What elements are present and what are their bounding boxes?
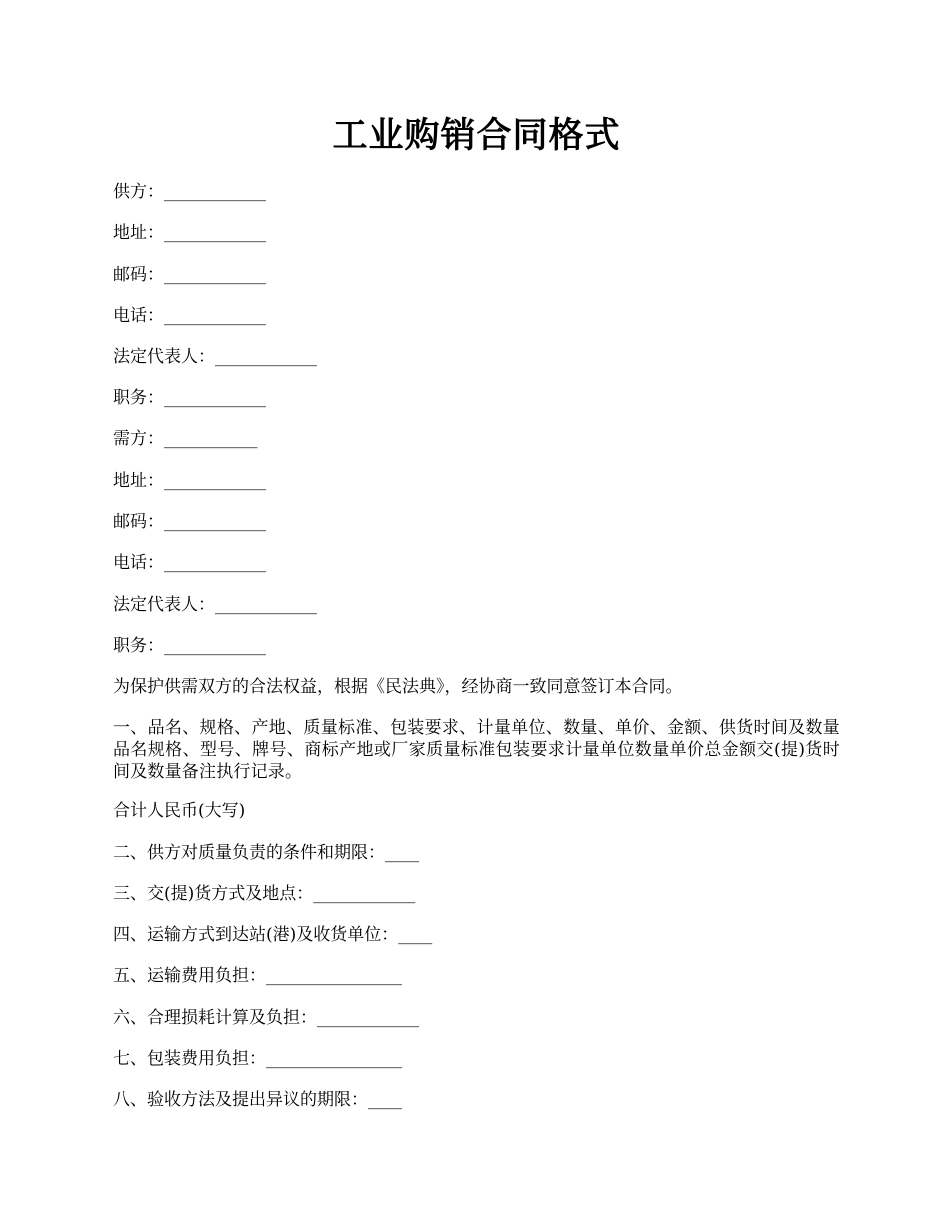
clause-2-line: 二、供方对质量负责的条件和期限：____ [113, 843, 419, 863]
buyer-name-field: 需方：___________ [113, 429, 258, 449]
preamble-paragraph: 为保护供需双方的合法权益，根据《民法典》，经协商一致同意签订本合同。 [113, 677, 683, 697]
buyer-postcode-field: 邮码：____________ [113, 512, 266, 532]
buyer-legal-rep-field: 法定代表人：____________ [113, 595, 317, 615]
supplier-name-field: 供方：____________ [113, 182, 266, 202]
clause-8-line: 八、验收方法及提出异议的期限：____ [113, 1090, 402, 1110]
supplier-position-field: 职务：____________ [113, 388, 266, 408]
clause-4-line: 四、运输方式到达站(港)及收货单位：____ [113, 925, 433, 945]
document-title: 工业购销合同格式 [332, 116, 621, 156]
buyer-position-field: 职务：____________ [113, 636, 266, 656]
supplier-address-field: 地址：____________ [113, 223, 266, 243]
clause-3-line: 三、交(提)货方式及地点：____________ [113, 884, 416, 904]
clause-1-paragraph: 一、品名、规格、产地、质量标准、包装要求、计量单位、数量、单价、金额、供货时间及数量品名规格、型号、牌号、商标产地或厂家质量标准包装要求计量单位数量单价总金额交(提)货时间及数量备注执行记录。 [113, 718, 840, 782]
total-amount-line: 合计人民币(大写) [113, 801, 246, 821]
clause-6-line: 六、合理损耗计算及负担：____________ [113, 1008, 419, 1028]
buyer-phone-field: 电话：____________ [113, 553, 266, 573]
clause-5-line: 五、运输费用负担：________________ [113, 966, 402, 986]
clause-7-line: 七、包装费用负担：________________ [113, 1049, 402, 1069]
supplier-postcode-field: 邮码：____________ [113, 265, 266, 285]
buyer-address-field: 地址：____________ [113, 471, 266, 491]
supplier-phone-field: 电话：____________ [113, 306, 266, 326]
supplier-legal-rep-field: 法定代表人：____________ [113, 347, 317, 367]
